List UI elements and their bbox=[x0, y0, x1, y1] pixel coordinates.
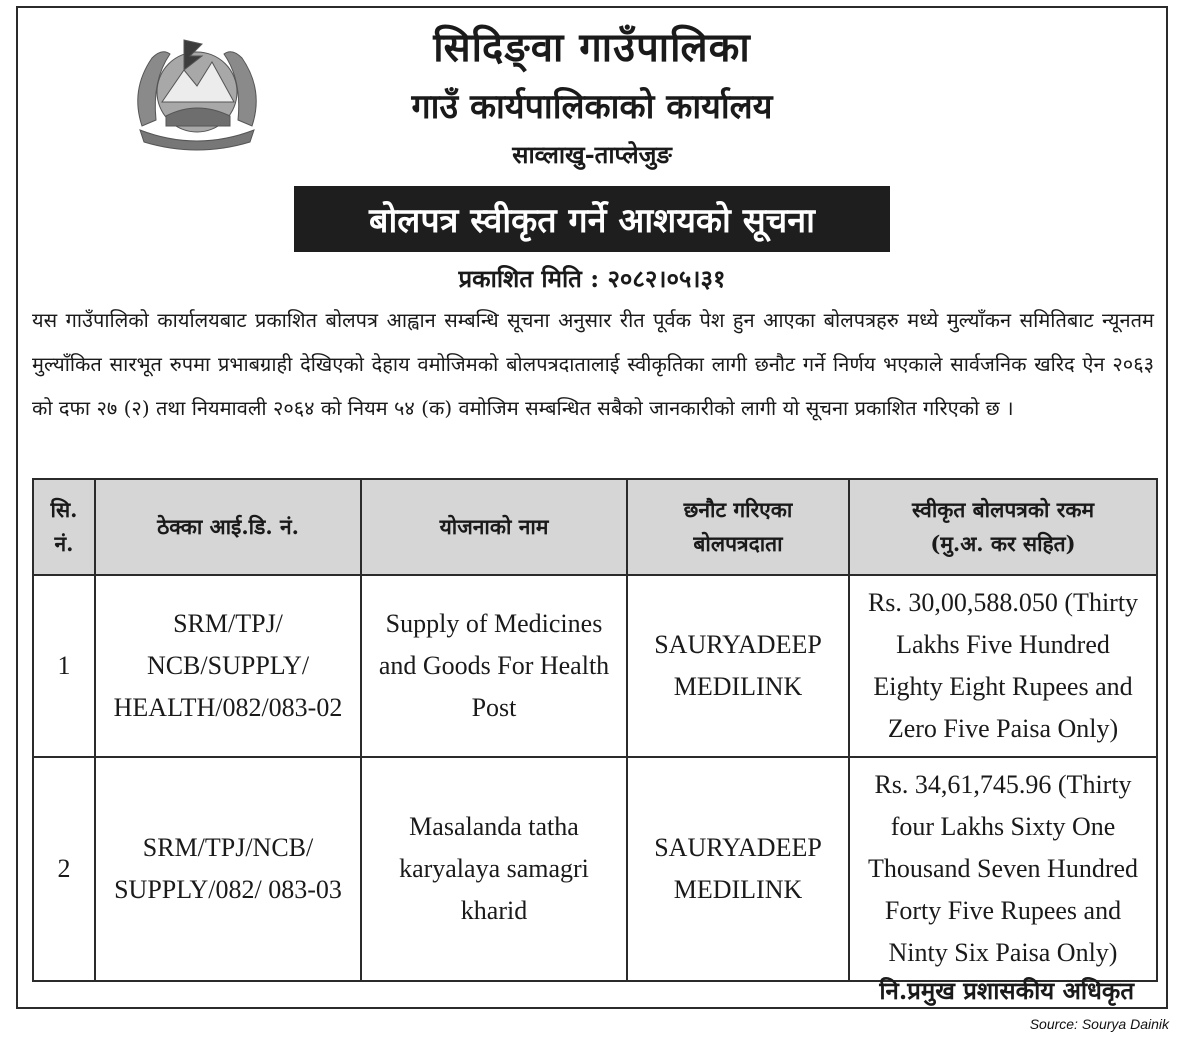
awarded-bids-table bbox=[32, 478, 1158, 982]
col-header-amount bbox=[849, 479, 1157, 575]
contract-id-line: SRM/TPJ/NCB/ bbox=[142, 833, 314, 862]
bidder-line: MEDILINK bbox=[673, 875, 803, 904]
amount-line: four Lakhs Sixty One bbox=[890, 812, 1116, 841]
contract-id-line: SRM/TPJ/ bbox=[173, 609, 283, 638]
published-date-label: प्रकाशित मिति : bbox=[458, 264, 600, 293]
amount-line: Zero Five Paisa Only) bbox=[887, 714, 1119, 743]
amount-line: Ninty Six Paisa Only) bbox=[888, 938, 1118, 967]
cell-bidder bbox=[627, 757, 849, 981]
notice-body: यस गाउँपालिको कार्यालयबाट प्रकाशित बोलपत्र आह्वान सम्बन्धि सूचना अनुसार रीत पूर्वक पेश हुन आएका बोलपत्रहरु मध्ये मुल्याँकन समितिबाट न्यूनतम मुल्याँकित सारभूत रुपमा प्रभाबग्राही देखिएको देहाय वमोजिमको बोलपत्रदातालाई स्वीकृतिका लागी छनौट गर्ने निर्णय भएकाले सार्वजनिक खरिद ऐन २०६३ को दफा २७ (२) तथा नियमावली २०६४ को नियम ५४ (क) वमोजिम सम्बन्धित सबैको जानकारीको लागी यो सूचना प्रकाशित गरिएको छ । bbox=[32, 308, 1154, 420]
amount-line: Eighty Eight Rupees and bbox=[873, 672, 1133, 701]
contract-id-line: SUPPLY/082/ 083-03 bbox=[114, 875, 342, 904]
signatory-title: नि.प्रमुख प्रशासकीय अधिकृत bbox=[879, 976, 1134, 1005]
col-header-amount-line2: (मु.अ. कर सहित) bbox=[930, 531, 1076, 556]
amount-line: Rs. 30,00,588.050 (Thirty bbox=[867, 588, 1139, 617]
col-header-bidder-line2: बोलपत्रदाता bbox=[693, 531, 783, 556]
published-date-value: २०८२।०५।३१ bbox=[607, 264, 726, 293]
amount-line: Forty Five Rupees and bbox=[884, 896, 1122, 925]
col-header-sn-line1: सि. bbox=[50, 497, 78, 522]
project-name-line: and Goods For Health bbox=[378, 651, 610, 680]
col-header-project-name: योजनाको नाम bbox=[361, 479, 627, 575]
contract-id-line: NCB/SUPPLY/ bbox=[146, 651, 310, 680]
table-row bbox=[33, 757, 1157, 981]
office-name: गाउँ कार्यपालिकाको कार्यालय bbox=[411, 87, 773, 127]
bidder-line: MEDILINK bbox=[673, 672, 803, 701]
bidder-line: SAURYADEEP bbox=[654, 833, 822, 862]
amount-line: Rs. 34,61,745.96 (Thirty bbox=[874, 770, 1132, 799]
cell-project-name bbox=[361, 575, 627, 757]
cell-bidder bbox=[627, 575, 849, 757]
col-header-sn-line2: नं. bbox=[54, 531, 74, 556]
notice-frame bbox=[16, 6, 1168, 1009]
col-header-sn bbox=[33, 479, 95, 575]
cell-amount bbox=[849, 575, 1157, 757]
project-name-line: Post bbox=[471, 693, 517, 722]
notice-title: बोलपत्र स्वीकृत गर्ने आशयको सूचना bbox=[294, 186, 890, 252]
project-name-line: Masalanda tatha bbox=[409, 812, 579, 841]
project-name-line: karyalaya samagri bbox=[399, 854, 589, 883]
project-name-line: kharid bbox=[460, 896, 528, 925]
source-credit: Source: Sourya Dainik bbox=[1029, 1016, 1169, 1032]
col-header-bidder-line1: छनौट गरिएका bbox=[683, 497, 793, 522]
table-row bbox=[33, 575, 1157, 757]
amount-line: Lakhs Five Hundred bbox=[896, 630, 1110, 659]
published-date-line bbox=[18, 262, 1166, 295]
municipality-name: सिदिङ्वा गाउँपालिका bbox=[433, 24, 751, 71]
project-name-line: Supply of Medicines bbox=[385, 609, 603, 638]
cell-sn: 1 bbox=[33, 575, 95, 757]
cell-contract-id bbox=[95, 575, 361, 757]
cell-contract-id bbox=[95, 757, 361, 981]
amount-line: Thousand Seven Hundred bbox=[867, 854, 1139, 883]
cell-amount bbox=[849, 757, 1157, 981]
table-header-row bbox=[33, 479, 1157, 575]
col-header-bidder bbox=[627, 479, 849, 575]
office-location: साव्लाखु-ताप्लेजुङ bbox=[512, 140, 672, 169]
contract-id-line: HEALTH/082/083-02 bbox=[113, 693, 343, 722]
col-header-amount-line1: स्वीकृत बोलपत्रको रकम bbox=[911, 497, 1095, 522]
col-header-contract-id: ठेक्का आई.डि. नं. bbox=[95, 479, 361, 575]
cell-project-name bbox=[361, 757, 627, 981]
cell-sn: 2 bbox=[33, 757, 95, 981]
bidder-line: SAURYADEEP bbox=[654, 630, 822, 659]
